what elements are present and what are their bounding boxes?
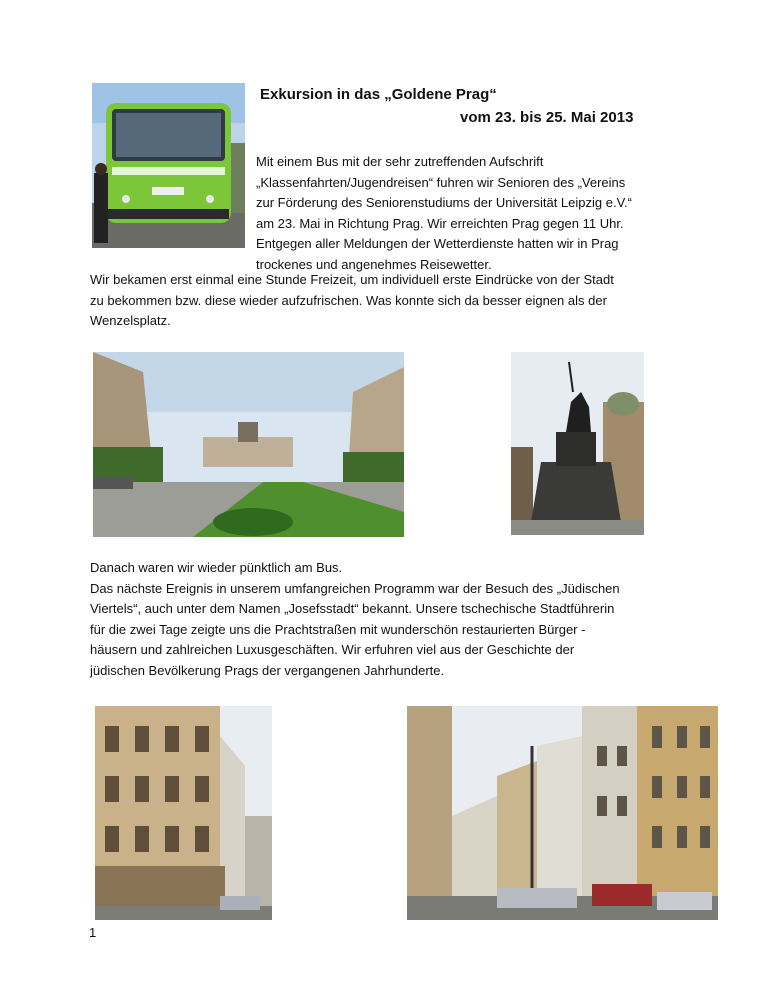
text-line: häusern und zahlreichen Luxusgeschäften. Wir erfuhren viel aus der Geschichte der bbox=[90, 642, 575, 658]
text-line: Das nächste Ereignis in unserem umfangreichen Programm war der Besuch des „Jüdischen bbox=[90, 580, 620, 596]
street-photo-right bbox=[407, 706, 718, 920]
statue-photo bbox=[511, 352, 644, 535]
text-line: jüdischen Bevölkerung Prags der vergangenen Jahrhunderte. bbox=[90, 662, 445, 678]
intro-paragraph bbox=[256, 152, 632, 276]
paragraph-josefsstadt bbox=[90, 558, 620, 682]
text-line: am 23. Mai in Richtung Prag. Wir erreichten Prag gegen 11 Uhr. bbox=[256, 215, 624, 231]
page-number: 1 bbox=[89, 925, 97, 940]
document-title: Exkursion in das „Goldene Prag“ bbox=[260, 86, 497, 103]
wenceslas-square-photo bbox=[93, 352, 404, 537]
text-line: Viertels“, auch unter dem Namen „Josefsstadt“ bekannt. Unsere tschechische Stadtführerin bbox=[90, 601, 615, 617]
text-line: für die zwei Tage zeigte uns die Prachtstraßen mit wunderschön restaurierten Bürger - bbox=[90, 621, 586, 637]
street-photo-left bbox=[95, 706, 272, 920]
text-line: Wir bekamen erst einmal eine Stunde Freizeit, um individuell erste Eindrücke von der Stadt bbox=[90, 272, 614, 287]
text-line: trockenes und angenehmes Reisewetter. bbox=[256, 256, 492, 272]
text-line: Mit einem Bus mit der sehr zutreffenden Aufschrift bbox=[256, 154, 544, 169]
text-line: Wenzelsplatz. bbox=[90, 313, 171, 329]
text-line: zur Förderung des Seniorenstudiums der Universität Leipzig e.V.“ bbox=[256, 195, 632, 211]
bus-photo bbox=[92, 83, 245, 248]
text-line: zu bekommen bzw. diese wieder aufzufrischen. Was konnte sich da besser eignen als der bbox=[90, 292, 607, 308]
text-line: Danach waren wir wieder pünktlich am Bus. bbox=[90, 560, 343, 575]
document-date: vom 23. bis 25. Mai 2013 bbox=[460, 109, 634, 126]
text-line: Entgegen aller Meldungen der Wetterdienste hatten wir in Prag bbox=[256, 236, 619, 252]
text-line: „Klassenfahrten/Jugendreisen“ fuhren wir Senioren des „Vereins bbox=[256, 174, 626, 190]
paragraph-wenzelsplatz bbox=[90, 270, 614, 332]
